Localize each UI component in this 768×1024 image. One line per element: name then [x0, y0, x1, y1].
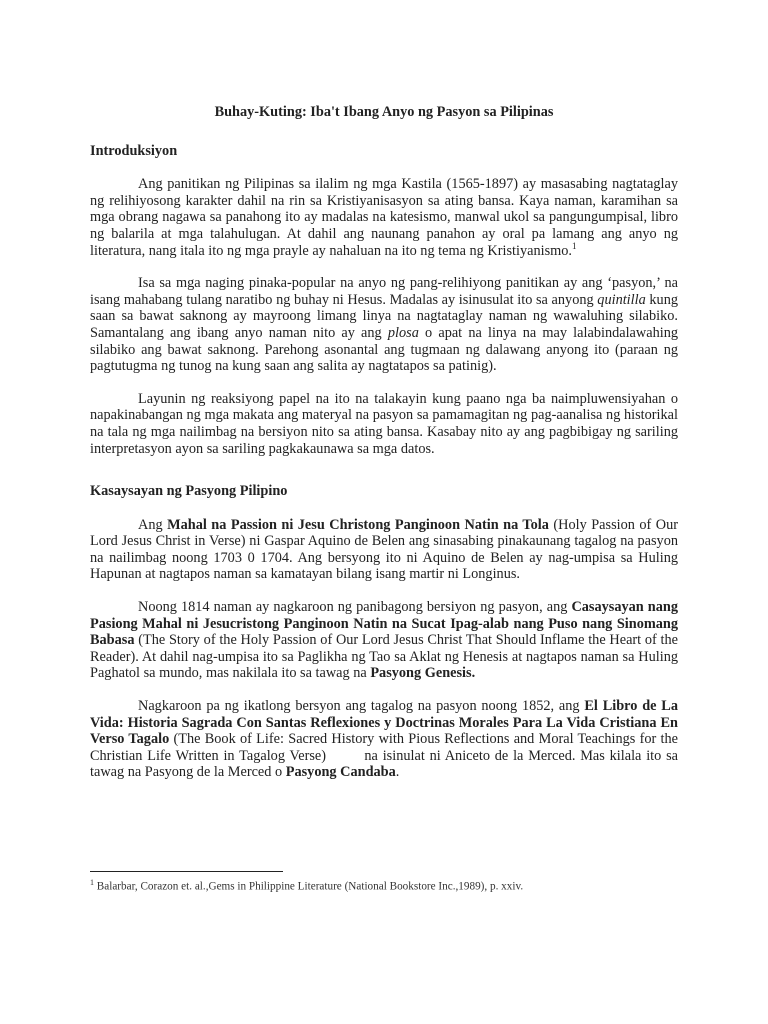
paragraph-text: (The Book of Life: Sacred History with Pious Reflections and Moral Teachings for the Christian Life Written in Tagalog Verse) na isinulat ni Aniceto de la Merced. Mas kilala ito sa tawag na Pasyong de la Merced o	[90, 731, 682, 781]
paragraph-text: o apat na linya na may lalabindalawahing silabiko ang bawat saknong. Parehong asonantal ang tugmaan ng dalawang anyong ito (paraan ng pagtutugma ng tunog na kung saan ang salita ay nagtatapos sa patinig).	[90, 324, 678, 375]
paragraph	[90, 391, 678, 457]
bold-title: Casaysayan nang Pasiong Mahal ni Jesucristong Panginoon Natin na Sucat Ipag-alab nang Puso nang Sinomang Babasa	[90, 599, 678, 649]
paragraph-text: kung saan sa bawat saknong ay mayroong limang linya na nagtataglay naman ng wawaluhing silabiko. Samantalang ang ibang anyo naman nito ay ang	[90, 291, 679, 341]
bold-title: Mahal na Passion ni Jesu Christong Panginoon Natin na Tola	[167, 516, 549, 533]
section-heading-introduksiyon: Introduksiyon	[90, 142, 178, 159]
footnote-reference: 1	[571, 240, 577, 251]
paragraph	[90, 275, 678, 375]
bold-title: El Libro de La Vida: Historia Sagrada Con Santas Reflexiones y Doctrinas Morales Para La Vida Cristiana En Verso Tagalo	[90, 698, 678, 748]
paragraph-text: Isa sa mga naging pinaka-popular na anyo ng pang-relihiyong panitikan ay ang ‘pasyon,’ na isang mahabang tulang naratibo ng buhay ni Hesus. Madalas ay isinusulat ito sa anyong	[90, 275, 678, 308]
italic-term: plosa	[387, 324, 419, 341]
document-title: Buhay-Kuting: Iba't Ibang Anyo ng Pasyon sa Pilipinas	[214, 104, 554, 120]
section-heading-kasaysayan: Kasaysayan ng Pasyong Pilipino	[90, 483, 288, 500]
footnote	[90, 876, 523, 894]
paragraph-text: Noong 1814 naman ay nagkaroon ng panibagong bersiyon ng pasyon, ang	[138, 599, 572, 616]
footnote-text: Balarbar, Corazon et. al.,Gems in Philippine Literature (National Bookstore Inc.,1989), p. xxiv.	[94, 880, 524, 893]
paragraph-text: Ang panitikan ng Pilipinas sa ilalim ng mga Kastila (1565-1897) ay masasabing nagtataglay ng relihiyosong karakter dahil na rin sa Kristiyanisasyon sa ating bansa. Kaya naman, karamihan sa mga obrang nagawa sa panahong ito ay madalas na katesismo, manwal ukol sa pangungumpisal, libro ng balarila at mga talahulugan. At dahil ang naunang panahon ay oral pa lamang ang anyo ng literatura, nang itala ito ng mga prayle ay nahaluan na ito ng tema ng Kristiyanismo.	[90, 176, 678, 259]
bold-title: Pasyong Genesis.	[370, 665, 476, 682]
paragraph	[90, 517, 678, 583]
paragraph-text: (The Story of the Holy Passion of Our Lord Jesus Christ That Should Inflame the Heart of the Reader). At dahil nag-umpisa ito sa Paglikha ng Tao sa Aklat ng Henesis at nagtapos naman sa Huling Paghatol sa mundo, mas nakilala ito sa tawag na	[90, 632, 678, 682]
paragraph-text: Nagkaroon pa ng ikatlong bersyon ang tagalog na pasyon noong 1852, ang	[138, 698, 585, 715]
footnote-marker: 1	[90, 878, 94, 887]
paragraph-text: (Holy Passion of Our Lord Jesus Christ in Verse) ni Gaspar Aquino de Belen ang sinasabing pinakaunang tagalog na pasyon na nailimbag noong 1703 0 1704. Ang bersyong ito ni Aquino de Belen ay nag-umpisa sa Huling Hapunan at nagtapos naman sa kamatayan bilang isang martir ni Longinus.	[90, 516, 678, 583]
paragraph-text: .	[395, 764, 400, 781]
italic-term: quintilla	[597, 291, 646, 308]
paragraph-text: Layunin ng reaksiyong papel na ito na talakayin kung paano nga ba naimpluwensiyahan o napakinabangan ng mga makata ang materyal na pasyon sa pamamagitan ng pag-aanalisa ng historikal na tala ng mga nailimbag na bersiyon nito sa ating bansa. Kasabay nito ay ang pagbibigay ng sariling interpretasyon ayon sa sariling pagkakaunawa sa mga datos.	[90, 390, 678, 457]
paragraph	[90, 599, 678, 682]
bold-title: Pasyong Candaba	[285, 764, 396, 781]
paragraph	[90, 698, 682, 781]
paragraph	[90, 176, 678, 259]
footnote-separator	[90, 871, 283, 872]
paragraph-text: Ang	[138, 516, 168, 533]
